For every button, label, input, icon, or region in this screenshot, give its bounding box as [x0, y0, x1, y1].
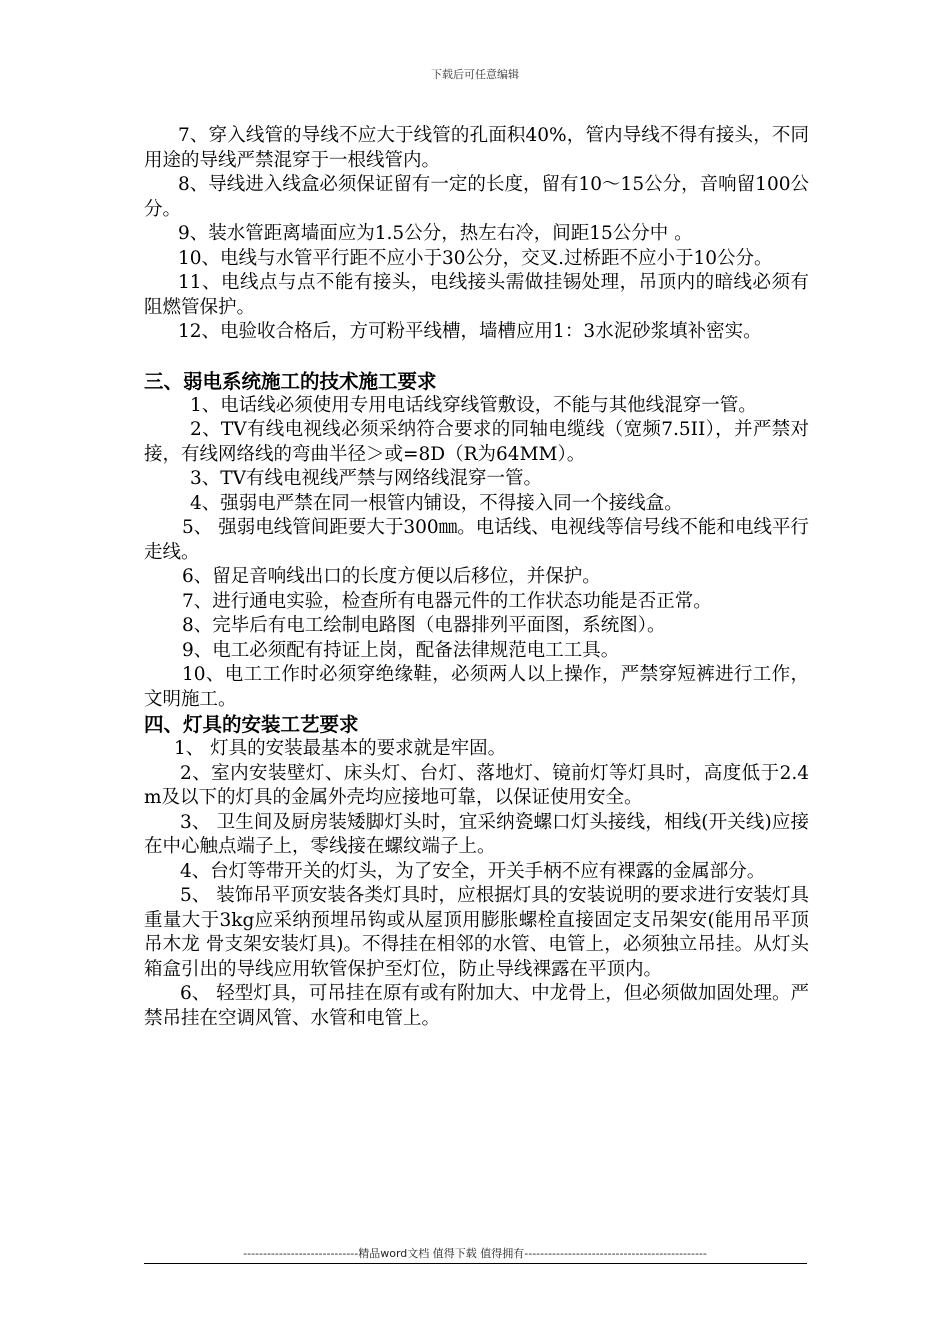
page-header-note: 下载后可任意编辑: [431, 68, 519, 81]
lighting-item-3: 3、 卫生间及厨房装矮脚灯头时，宜采纳瓷螺口灯头接线，相线(开关线)应接在中心触点端子上，零线接在螺纹端子上。: [144, 811, 809, 857]
paragraph-item-8: 8、导线进入线盒必须保证留有一定的长度，留有10～15公分，音响留100公分。: [144, 174, 809, 220]
paragraph-item-7: 7、穿入线管的导线不应大于线管的孔面积40%，管内导线不得有接头，不同用途的导线严禁混穿于一根线管内。: [144, 125, 809, 171]
weak-current-item-5: 5、 强弱电线管间距要大于300㎜。电话线、电视线等信号线不能和电线平行走线。: [144, 517, 809, 563]
paragraph-item-11: 11、电线点与点不能有接头，电线接头需做挂锡处理，吊顶内的暗线必须有阻燃管保护。: [144, 272, 809, 318]
lighting-item-1: 1、 灯具的安装最基本的要求就是牢固。: [174, 738, 507, 759]
paragraph-item-10: 10、电线与水管平行距不应小于30公分，交叉.过桥距不应小于10公分。: [178, 247, 773, 269]
weak-current-item-4: 4、强弱电严禁在同一根管内铺设，不得接入同一个接线盒。: [190, 492, 683, 514]
section-heading-lighting: 四、灯具的安装工艺要求: [144, 713, 359, 736]
weak-current-item-3: 3、TV有线电视线严禁与网络线混穿一管。: [190, 468, 542, 489]
lighting-item-6: 6、 轻型灯具，可吊挂在原有或有附加大、中龙骨上，但必须做加固处理。严禁吊挂在空调风管、水管和电管上。: [144, 983, 809, 1029]
weak-current-item-6: 6、留足音响线出口的长度方便以后移位，并保护。: [182, 566, 601, 587]
document-body: [144, 124, 809, 1031]
section-heading-weak-current: 三、弱电系统施工的技术施工要求: [144, 369, 437, 393]
lighting-item-4: 4、台灯等带开关的灯头，为了安全，开关手柄不应有裸露的金属部分。: [180, 860, 766, 882]
lighting-item-5: 5、 装饰吊平顶安装各类灯具时，应根据灯具的安装说明的要求进行安装灯具重量大于3kg应采纳预埋吊钩或从屋顶用膨胀螺栓直接固定支吊架安(能用吊平顶吊木龙 骨支架安装灯具)。不得挂在相邻的水管、电管上，必须独立吊挂。从灯头箱盒引出的导线应用软管保护至灯位，防止导线裸露在平顶内。: [144, 885, 809, 980]
weak-current-item-2: 2、TV有线电视线必须采纳符合要求的同轴电缆线（宽频7.5II），并严禁对接，有线网络线的弯曲半径＞或=8D（R为64MM）。: [144, 419, 809, 465]
paragraph-item-9: 9、装水管距离墙面应为1.5公分，热左右冷，间距15公分中 。: [178, 223, 693, 244]
weak-current-item-1: 1、电话线必须使用专用电话线穿线管敷设，不能与其他线混穿一管。: [190, 394, 757, 416]
page-footer-text: -----------------------------精品word文档 值得下载 值得拥有----------------------------------------------: [243, 1247, 707, 1260]
paragraph-item-12: 12、电验收合格后，方可粉平线槽，墙槽应用1：3水泥砂浆填补密实。: [178, 321, 762, 342]
weak-current-item-7: 7、进行通电实验，检查所有电器元件的工作状态功能是否正常。: [182, 590, 712, 612]
weak-current-item-9: 9、电工必须配有持证上岗，配备法律规范电工工具。: [182, 639, 620, 661]
lighting-item-2: 2、室内安装壁灯、床头灯、台灯、落地灯、镜前灯等灯具时，高度低于2.4m及以下的灯具的金属外壳均应接地可靠，以保证使用安全。: [144, 762, 809, 808]
weak-current-item-10: 10、电工工作时必须穿绝缘鞋，必须两人以上操作，严禁穿短裤进行工作，文明施工。: [144, 664, 809, 710]
footer-divider: [144, 1263, 807, 1264]
weak-current-item-8: 8、完毕后有电工绘制电路图（电器排列平面图，系统图）。: [182, 615, 666, 636]
